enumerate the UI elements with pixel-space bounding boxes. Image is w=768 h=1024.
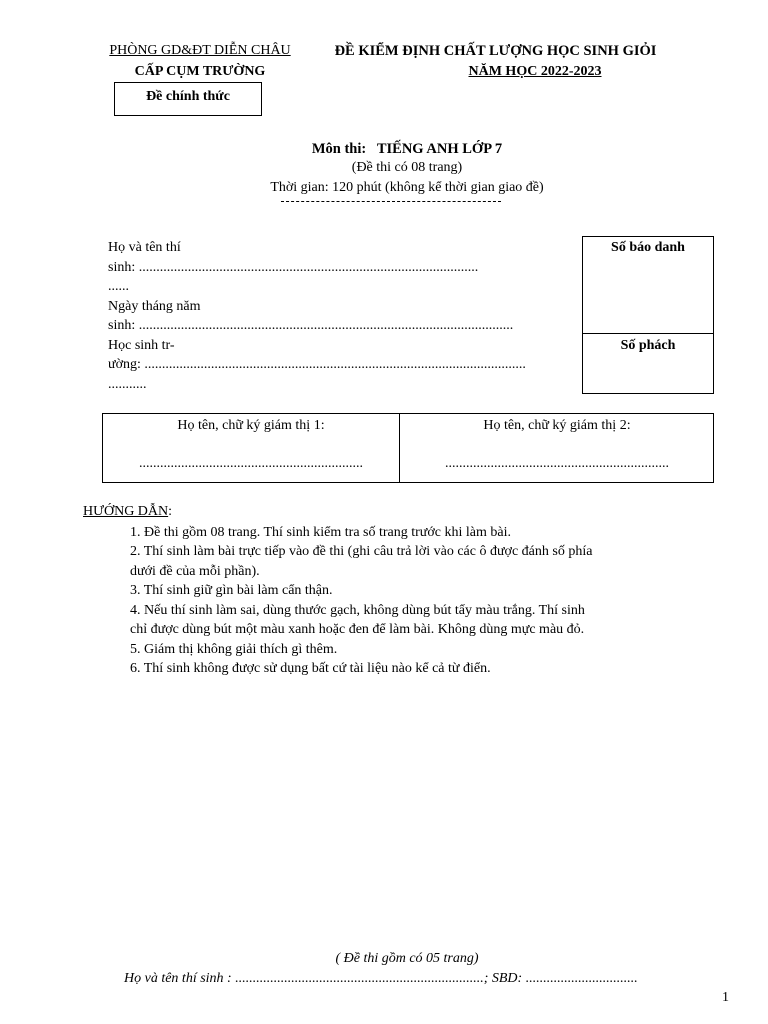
instructions-title-text: HƯỚNG DẪN [83, 504, 169, 519]
candidate-box-divider [583, 333, 713, 334]
secret-code-label: Số phách [620, 338, 676, 353]
subject-name: TIẾNG ANH LỚP 7 [376, 141, 503, 157]
candidate-number-label: Số báo danh [611, 240, 685, 255]
candidate-number-box [582, 236, 714, 394]
candidate-name-label: Họ và tên thí [108, 240, 181, 255]
subject-label: Môn thi: [311, 141, 367, 157]
instruction-item: 2. Thí sinh làm bài trực tiếp vào đề thi (ghi câu trả lời vào các ô được đánh số phía [130, 544, 593, 559]
candidate-dob-label: Ngày tháng năm [108, 299, 201, 314]
invigilator-2-signature[interactable]: ................................................................ [445, 456, 669, 471]
duration: Thời gian: 120 phút (không kể thời gian giao đề) [270, 180, 544, 195]
pages-note: (Đề thi có 08 trang) [351, 160, 463, 175]
instruction-item: 5. Giám thị không giải thích gì thêm. [130, 642, 338, 657]
candidate-name-field[interactable]: sinh: ................................................................................................. [108, 260, 479, 275]
candidate-name-field-tail: ...... [108, 279, 129, 294]
instruction-item: 3. Thí sinh giữ gìn bài làm cẩn thận. [130, 583, 333, 598]
invigilator-1-label: Họ tên, chữ ký giám thị 1: [177, 418, 325, 433]
candidate-school-field[interactable]: ường: ............................................................................................................. [108, 357, 526, 372]
department-name [98, 43, 302, 59]
footer-name-sbd: Họ và tên thí sinh : .......................................................................; SBD: ................................ [124, 971, 638, 986]
invigilator-divider [399, 414, 400, 482]
instruction-item: dưới đề của mỗi phần). [130, 564, 260, 579]
school-year: NĂM HỌC 2022-2023 [468, 64, 602, 79]
instructions-title-colon: : [168, 504, 173, 519]
official-label-box: Đề chính thức [114, 82, 262, 116]
instruction-item: 6. Thí sinh không được sử dụng bất cứ tài liệu nào kể cả từ điển. [130, 661, 491, 676]
dashed-divider [281, 201, 501, 202]
subject-line [0, 141, 768, 158]
invigilator-2-label: Họ tên, chữ ký giám thị 2: [483, 418, 631, 433]
candidate-school-field-tail: ........... [108, 377, 147, 392]
instructions-title [83, 504, 172, 520]
candidate-school-label: Học sinh tr- [108, 338, 175, 353]
page-number: 1 [722, 990, 729, 1005]
invigilator-table [102, 413, 714, 483]
exam-title: ĐỀ KIỂM ĐỊNH CHẤT LƯỢNG HỌC SINH GIỎI [334, 43, 657, 59]
cluster-name: CẤP CỤM TRƯỜNG [134, 64, 266, 79]
instruction-item: 1. Đề thi gồm 08 trang. Thí sinh kiểm tra số trang trước khi làm bài. [130, 525, 512, 540]
candidate-dob-field[interactable]: sinh: ........................................................................................................... [108, 318, 514, 333]
footer-pages-note: ( Đề thi gồm có 05 trang) [335, 951, 479, 966]
instruction-item: chỉ được dùng bút một màu xanh hoặc đen để làm bài. Không dùng mực màu đỏ. [130, 622, 585, 637]
invigilator-1-signature[interactable]: ................................................................ [139, 456, 363, 471]
department-text: PHÒNG GD&ĐT DIỄN CHÂU [109, 43, 291, 58]
instruction-item: 4. Nếu thí sinh làm sai, dùng thước gạch, không dùng bút tẩy màu trắng. Thí sinh [130, 603, 585, 618]
